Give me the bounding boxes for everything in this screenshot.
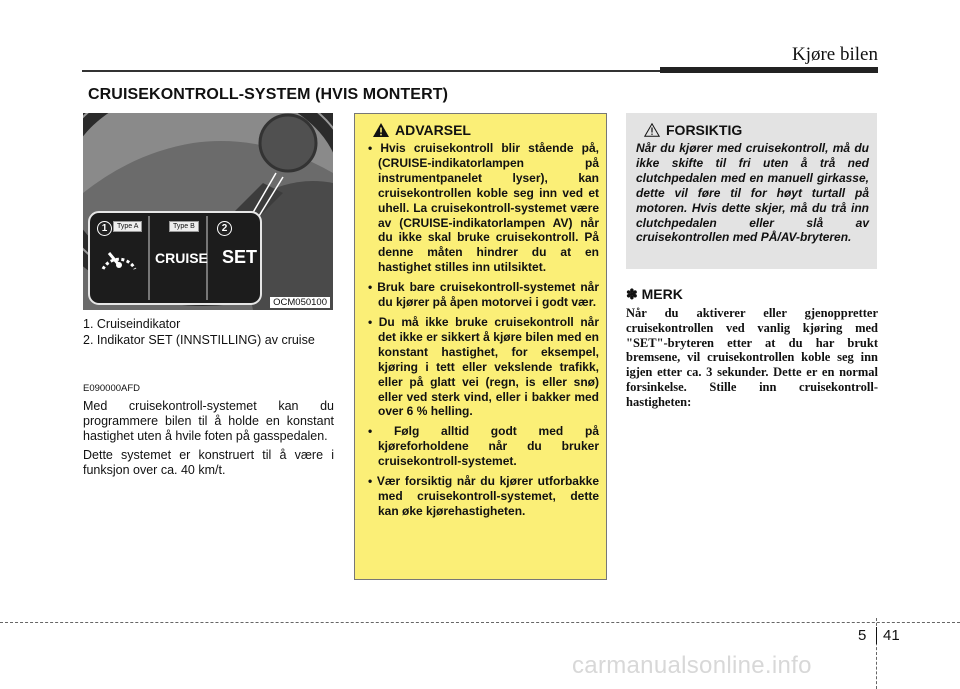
warning-list xyxy=(364,141,599,519)
caution-text: Når du kjører med cruisekontroll, må du ikke skifte til fri uten å trå ned clutchpedalen med en manuell girkasse, dette vil føre til for høyt turtall på motoren. Hvis dette skjer, må du trå inn clutchpedalen eller slå av cruisekontrollen med PÅ/AV-bryteren. xyxy=(636,141,869,245)
badge-1: 1 xyxy=(97,221,112,236)
steering-wheel-figure xyxy=(83,113,333,310)
warning-title: ADVARSEL xyxy=(395,122,471,138)
legend-item: 1. Cruiseindikator xyxy=(83,317,181,331)
cruise-button-label: CRUISE xyxy=(155,250,208,266)
warning-item: • Følg alltid godt med på kjøreforholdene når du bruker cruisekontroll-systemet. xyxy=(368,424,599,469)
type-b-label: Type B xyxy=(169,221,199,232)
watermark: carmanualsonline.info xyxy=(572,652,812,679)
section-title: CRUISEKONTROLL-SYSTEM (HVIS MONTERT) xyxy=(88,86,449,103)
steering-wheel-illustration xyxy=(83,113,333,310)
page-number: 41 xyxy=(883,627,900,644)
section-number: 5 xyxy=(858,627,867,644)
chapter-title: Kjøre bilen xyxy=(791,44,878,65)
page-divider xyxy=(876,627,877,644)
warning-item: • Du må ikke bruke cruisekontroll når det ikke er sikkert å kjøre bilen med en konstant hastighet, for eksempel, kjøring i tett eller vekslende trafikk, eller på glatt vei (regn, is eller snø) eller ved sterk vind, eller i bakker med over 6 % helling. xyxy=(368,314,599,419)
figure-code: OCM050100 xyxy=(270,297,330,308)
body-paragraph: Dette systemet er konstruert til å være i funksjon over ca. 40 km/t. xyxy=(83,448,334,477)
caution-title: FORSIKTIG xyxy=(666,122,743,138)
badge-2: 2 xyxy=(217,221,232,236)
body-paragraph: Med cruisekontroll-systemet kan du programmere bilen til å holde en konstant hastighet uten å hvile foten på gasspedalen. xyxy=(83,399,334,443)
warning-item: • Hvis cruisekontroll blir stående på, (CRUISE-indikatorlampen på instrumentpanelet lyser), kan cruisekontrollen koble seg inn ved et uhell. La cruisekontroll-systemet være av (CRUISE-indikatorlampen AV) når du ikke skal bruke cruisekontroll. På denne måten hindrer du at en hastighet stilles inn utilsiktet. xyxy=(368,141,599,275)
set-button-label: SET xyxy=(222,247,258,267)
warning-item: • Bruk bare cruisekontroll-systemet når du kjører på åpen motorvei i godt vær. xyxy=(368,280,599,310)
note-text: Når du aktiverer eller gjenoppretter cruisekontrollen ved vanlig kjøring med "SET"-bryteren etter at du har brukt bremsene, vil cruisekontrollen koble seg inn igjen etter ca. 3 sekunder. Dette er en normal forsinkelse. Stille inn cruisekontroll-hastigheten: xyxy=(626,306,878,409)
note-title: ✽ MERK xyxy=(626,286,683,302)
body-text xyxy=(83,399,334,482)
section-code: E090000AFD xyxy=(83,383,141,394)
warning-box xyxy=(354,113,607,580)
caution-triangle-icon xyxy=(644,123,660,137)
figure-legend xyxy=(83,317,334,349)
legend-item: 2. Indikator SET (INNSTILLING) av cruise xyxy=(83,333,315,347)
warning-item: • Vær forsiktig når du kjører utforbakke med cruisekontroll-systemet, dette kan øke kjørehastigheten. xyxy=(368,474,599,518)
warning-triangle-icon xyxy=(373,123,389,137)
header-rule-accent xyxy=(660,67,878,73)
type-a-label: Type A xyxy=(113,221,142,232)
footer-rule xyxy=(0,622,960,623)
caution-box xyxy=(626,113,877,269)
